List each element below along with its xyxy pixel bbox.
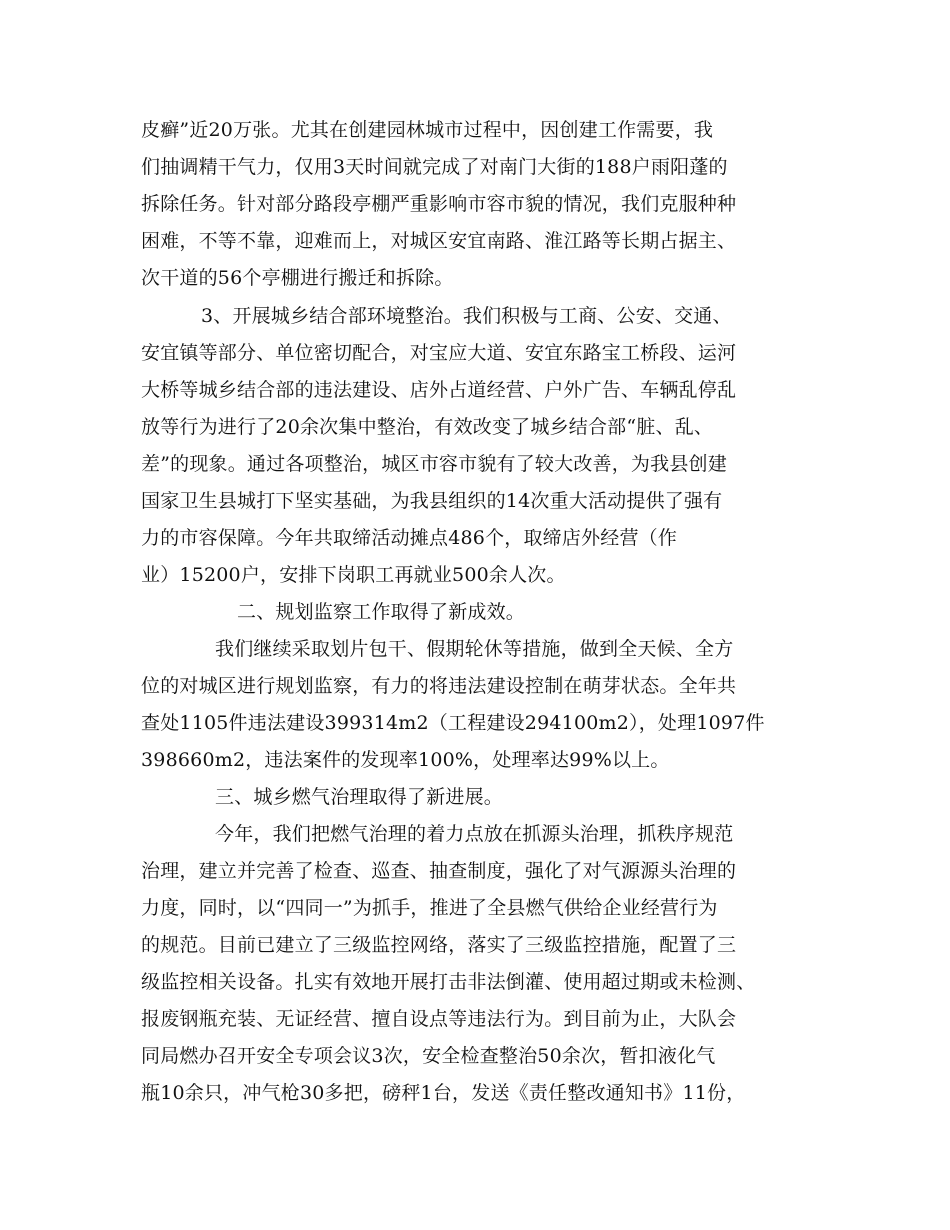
section-subheading: 3、开展城乡结合部环境整治。我们积极与工商、公安、交通、 [201, 305, 732, 327]
body-line: 们抽调精干气力，仅用3天时间就完成了对南门大街的188户雨阳蓬的 [141, 156, 728, 178]
section-heading: 三、城乡燃气治理取得了新进展。 [215, 786, 504, 808]
body-line: 今年，我们把燃气治理的着力点放在抓源头治理，抓秩序规范 [215, 823, 734, 845]
body-line: 放等行为进行了20余次集中整治，有效改变了城乡结合部“脏、乱、 [141, 416, 714, 438]
body-line: 查处1105件违法建设399314m2（工程建设294100m2），处理1097件 [141, 712, 765, 734]
body-line: 国家卫生县城打下坚实基础，为我县组织的14次重大活动提供了强有 [141, 490, 723, 512]
body-line: 瓶10余只，冲气枪30多把，磅秤1台，发送《责任整改通知书》11份， [141, 1082, 746, 1104]
body-line: 力度，同时，以“四同一”为抓手，推进了全县燃气供给企业经营行为 [141, 897, 718, 919]
body-line: 同局燃办召开安全专项会议3次，安全检查整治50余次，暂扣液化气 [141, 1045, 716, 1067]
body-line: 大桥等城乡结合部的违法建设、店外占道经营、户外广告、车辆乱停乱 [141, 379, 737, 401]
body-line: 业）15200户，安排下岗职工再就业500余人次。 [141, 564, 566, 586]
body-line: 398660m2，违法案件的发现率100%，处理率达99%以上。 [141, 749, 670, 771]
body-line: 力的市容保障。今年共取缔活动摊点486个，取缔店外经营（作 [141, 527, 678, 549]
body-line: 差”的现象。通过各项整治，城区市容市貌有了较大改善，为我县创建 [141, 453, 727, 475]
body-line: 安宜镇等部分、单位密切配合，对宝应大道、安宜东路宝工桥段、运河 [141, 342, 737, 364]
body-line: 的规范。目前已建立了三级监控网络，落实了三级监控措施，配置了三 [141, 934, 737, 956]
body-line: 我们继续采取划片包干、假期轮休等措施，做到全天候、全方 [215, 638, 734, 660]
body-line: 位的对城区进行规划监察，有力的将违法建设控制在萌芽状态。全年共 [141, 675, 737, 697]
body-line: 级监控相关设备。扎实有效地开展打击非法倒灌、使用超过期或未检测、 [141, 971, 756, 993]
section-heading: 二、规划监察工作取得了新成效。 [237, 601, 526, 623]
body-line: 拆除任务。针对部分路段亭棚严重影响市容市貌的情况，我们克服种种 [141, 193, 737, 215]
body-line: 报废钢瓶充装、无证经营、擅自设点等违法行为。到目前为止，大队会 [141, 1008, 737, 1030]
body-line: 皮癣”近20万张。尤其在创建园林城市过程中，因创建工作需要，我 [141, 119, 714, 141]
body-line: 困难，不等不靠，迎难而上，对城区安宜南路、淮江路等长期占据主、 [141, 230, 737, 252]
body-line: 次干道的56个亭棚进行搬迁和拆除。 [141, 267, 454, 289]
body-line: 治理，建立并完善了检查、巡查、抽查制度，强化了对气源源头治理的 [141, 860, 737, 882]
